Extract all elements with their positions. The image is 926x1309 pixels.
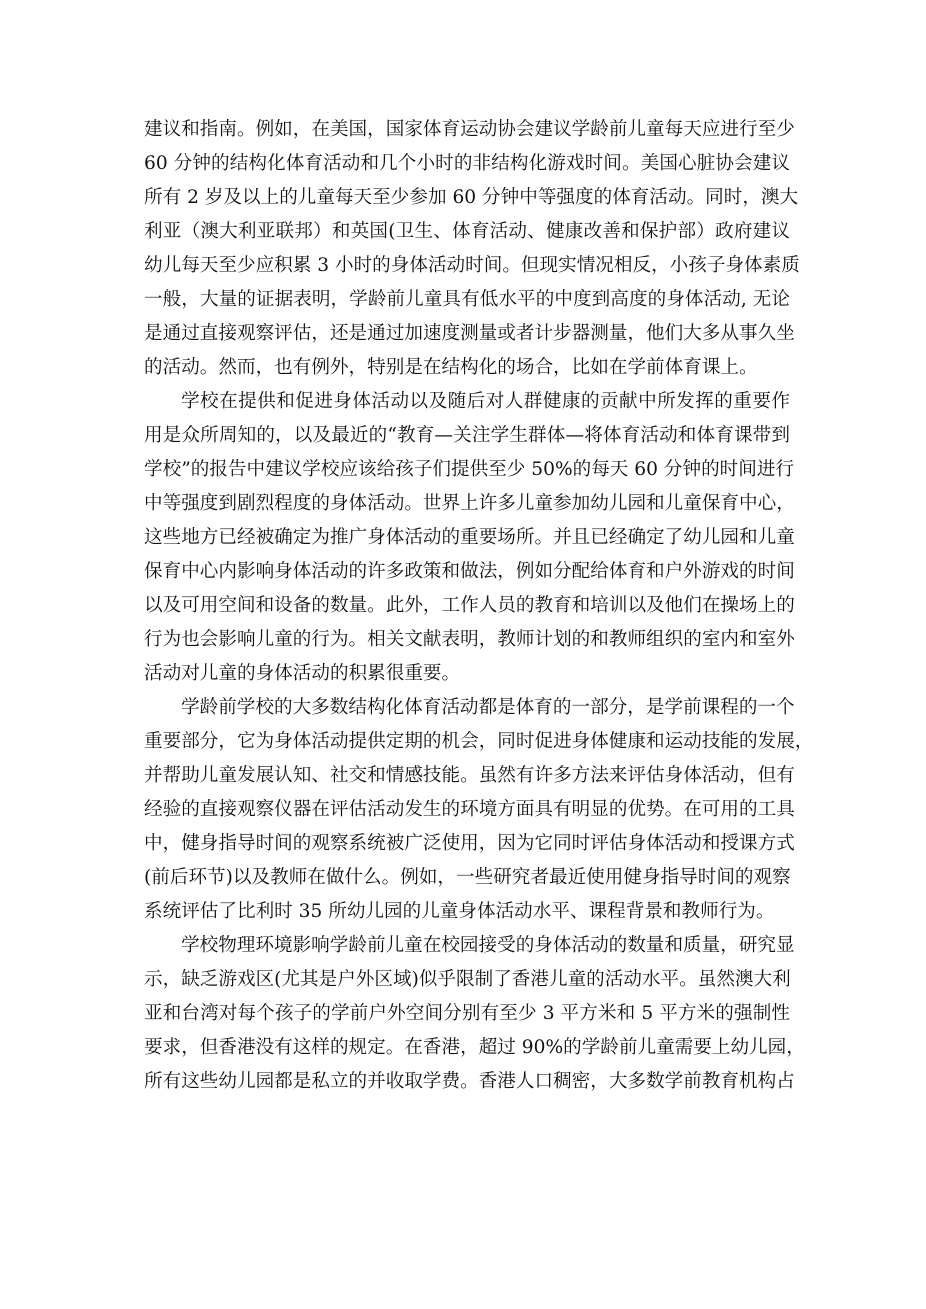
paragraph-line: 要求，但香港没有这样的规定。在香港，超过 90%的学龄前儿童需要上幼儿园，: [144, 1037, 805, 1058]
paragraph-line: 这些地方已经被确定为推广身体活动的重要场所。并且已经确定了幼儿园和儿童: [144, 527, 795, 548]
paragraph-line: 并帮助儿童发展认知、社交和情感技能。虽然有许多方法来评估身体活动，但有: [144, 765, 795, 786]
paragraph-line: 重要部分，它为身体活动提供定期的机会，同时促进身体健康和运动技能的发展，: [144, 731, 814, 752]
paragraph-line: 用是众所周知的，以及最近的“教育—关注学生群体—将体育活动和体育课带到: [144, 425, 790, 446]
paragraph: [144, 385, 795, 691]
paragraph-line: 活动对儿童的身体活动的积累很重要。: [144, 663, 461, 684]
paragraph-line: 60 分钟的结构化体育活动和几个小时的非结构化游戏时间。美国心脏协会建议: [144, 153, 790, 174]
paragraph-line: (前后环节)以及教师在做什么。例如，一些研究者最近使用健身指导时间的观察: [144, 867, 791, 888]
paragraph: [144, 691, 814, 929]
paragraph-line: 行为也会影响儿童的行为。相关文献表明，教师计划的和教师组织的室内和室外: [144, 629, 795, 650]
paragraph-line: 学校在提供和促进身体活动以及随后对人群健康的贡献中所发挥的重要作: [181, 391, 790, 412]
paragraph-line: 示，缺乏游戏区(尤其是户外区域)似乎限制了香港儿童的活动水平。虽然澳大利: [144, 969, 791, 990]
paragraph-line: 亚和台湾对每个孩子的学前户外空间分别有至少 3 平方米和 5 平方米的强制性: [144, 1003, 790, 1024]
paragraph-line: 利亚（澳大利亚联邦）和英国(卫生、体育活动、健康改善和保护部）政府建议: [144, 221, 790, 242]
paragraph-line: 以及可用空间和设备的数量。此外，工作人员的教育和培训以及他们在操场上的: [144, 595, 795, 616]
paragraph-line: 的活动。然而，也有例外，特别是在结构化的场合，比如在学前体育课上。: [144, 357, 758, 378]
paragraph: [144, 929, 805, 1099]
paragraph-line: 学校”的报告中建议学校应该给孩子们提供至少 50%的每天 60 分钟的时间进行: [144, 459, 795, 480]
paragraph-line: 建议和指南。例如，在美国，国家体育运动协会建议学龄前儿童每天应进行至少: [144, 119, 795, 140]
paragraph-line: 幼儿每天至少应积累 3 小时的身体活动时间。但现实情况相反，小孩子身体素质: [144, 255, 800, 276]
paragraph-line: 保育中心内影响身体活动的许多政策和做法，例如分配给体育和户外游戏的时间: [144, 561, 795, 582]
document-body: [144, 113, 814, 1099]
paragraph-line: 中等强度到剧烈程度的身体活动。世界上许多儿童参加幼儿园和儿童保育中心，: [144, 493, 795, 514]
paragraph-line: 经验的直接观察仪器在评估活动发生的环境方面具有明显的优势。在可用的工具: [144, 799, 795, 820]
paragraph-line: 系统评估了比利时 35 所幼儿园的儿童身体活动水平、课程背景和教师行为。: [144, 901, 775, 922]
paragraph-line: 中，健身指导时间的观察系统被广泛使用，因为它同时评估身体活动和授课方式: [144, 833, 795, 854]
paragraph: [144, 113, 800, 385]
paragraph-line: 所有 2 岁及以上的儿童每天至少参加 60 分钟中等强度的体育活动。同时，澳大: [144, 187, 799, 208]
paragraph-line: 学龄前学校的大多数结构化体育活动都是体育的一部分，是学前课程的一个: [181, 697, 795, 718]
paragraph-line: 学校物理环境影响学龄前儿童在校园接受的身体活动的数量和质量，研究显: [181, 935, 795, 956]
paragraph-line: 一般，大量的证据表明，学龄前儿童具有低水平的中度到高度的身体活动, 无论: [144, 289, 790, 310]
paragraph-line: 是通过直接观察评估，还是通过加速度测量或者计步器测量，他们大多从事久坐: [144, 323, 795, 344]
paragraph-line: 所有这些幼儿园都是私立的并收取学费。香港人口稠密，大多数学前教育机构占: [144, 1071, 795, 1092]
